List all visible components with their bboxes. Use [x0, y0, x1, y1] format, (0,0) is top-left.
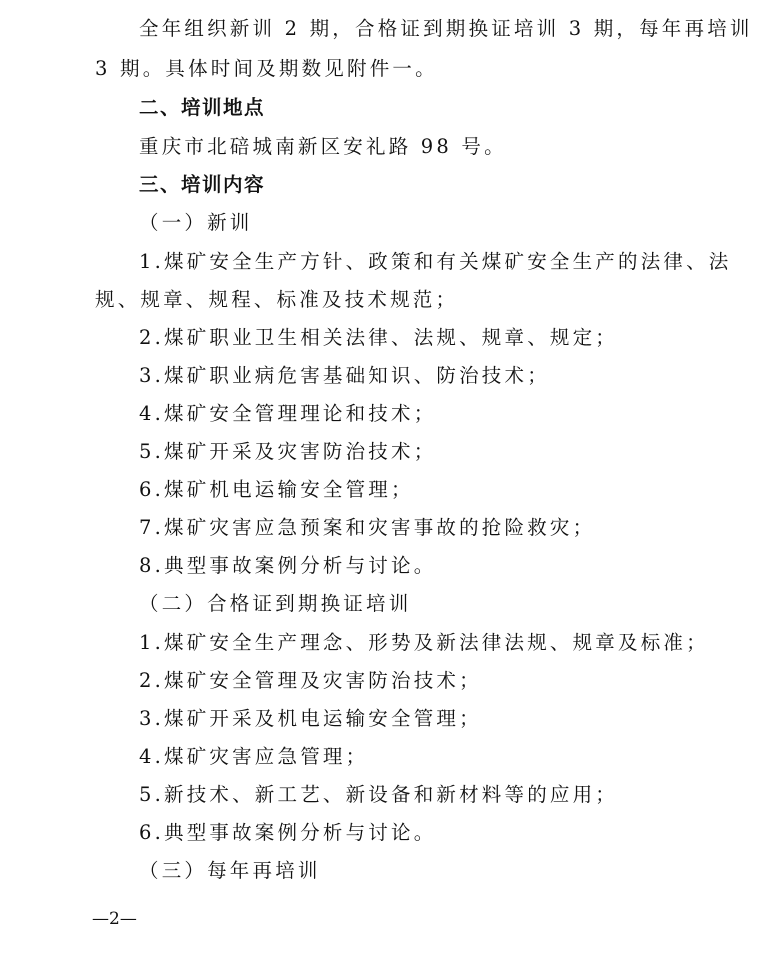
subheading-certificate-renewal: （二）合格证到期换证培训 [139, 592, 412, 615]
paragraph-training-count-line1: 全年组织新训 2 期，合格证到期换证培训 3 期，每年再培训 [139, 17, 753, 40]
list-item: 1.煤矿安全生产方针、政策和有关煤矿安全生产的法律、法 [139, 250, 732, 273]
list-item: 4.煤矿安全管理理论和技术； [139, 402, 437, 425]
heading-training-content: 三、培训内容 [139, 173, 266, 196]
list-item: 2.煤矿安全管理及灾害防治技术； [139, 669, 482, 692]
list-item: 4.煤矿灾害应急管理； [139, 745, 369, 768]
list-item: 规、规章、规程、标准及技术规范； [95, 288, 459, 311]
list-item: 1.煤矿安全生产理念、形势及新法律法规、规章及标准； [139, 631, 709, 654]
list-item: 5.新技术、新工艺、新设备和新材料等的应用； [139, 783, 619, 806]
list-item: 7.煤矿灾害应急预案和灾害事故的抢险救灾； [139, 516, 596, 539]
list-item: 2.煤矿职业卫生相关法律、法规、规章、规定； [139, 326, 619, 349]
list-item: 6.典型事故案例分析与讨论。 [139, 821, 437, 844]
training-address: 重庆市北碚城南新区安礼路 98 号。 [139, 135, 507, 158]
page-number: —2— [92, 909, 137, 929]
list-item: 3.煤矿职业病危害基础知识、防治技术； [139, 364, 550, 387]
heading-training-location: 二、培训地点 [139, 96, 266, 119]
subheading-new-training: （一）新训 [139, 211, 253, 234]
list-item: 5.煤矿开采及灾害防治技术； [139, 440, 437, 463]
list-item: 6.煤矿机电运输安全管理； [139, 478, 414, 501]
subheading-annual-retraining: （三）每年再培训 [139, 859, 321, 882]
list-item: 3.煤矿开采及机电运输安全管理； [139, 707, 482, 730]
paragraph-training-count-line2: 3 期。具体时间及期数见附件一。 [95, 57, 438, 80]
list-item: 8.典型事故案例分析与讨论。 [139, 554, 437, 577]
